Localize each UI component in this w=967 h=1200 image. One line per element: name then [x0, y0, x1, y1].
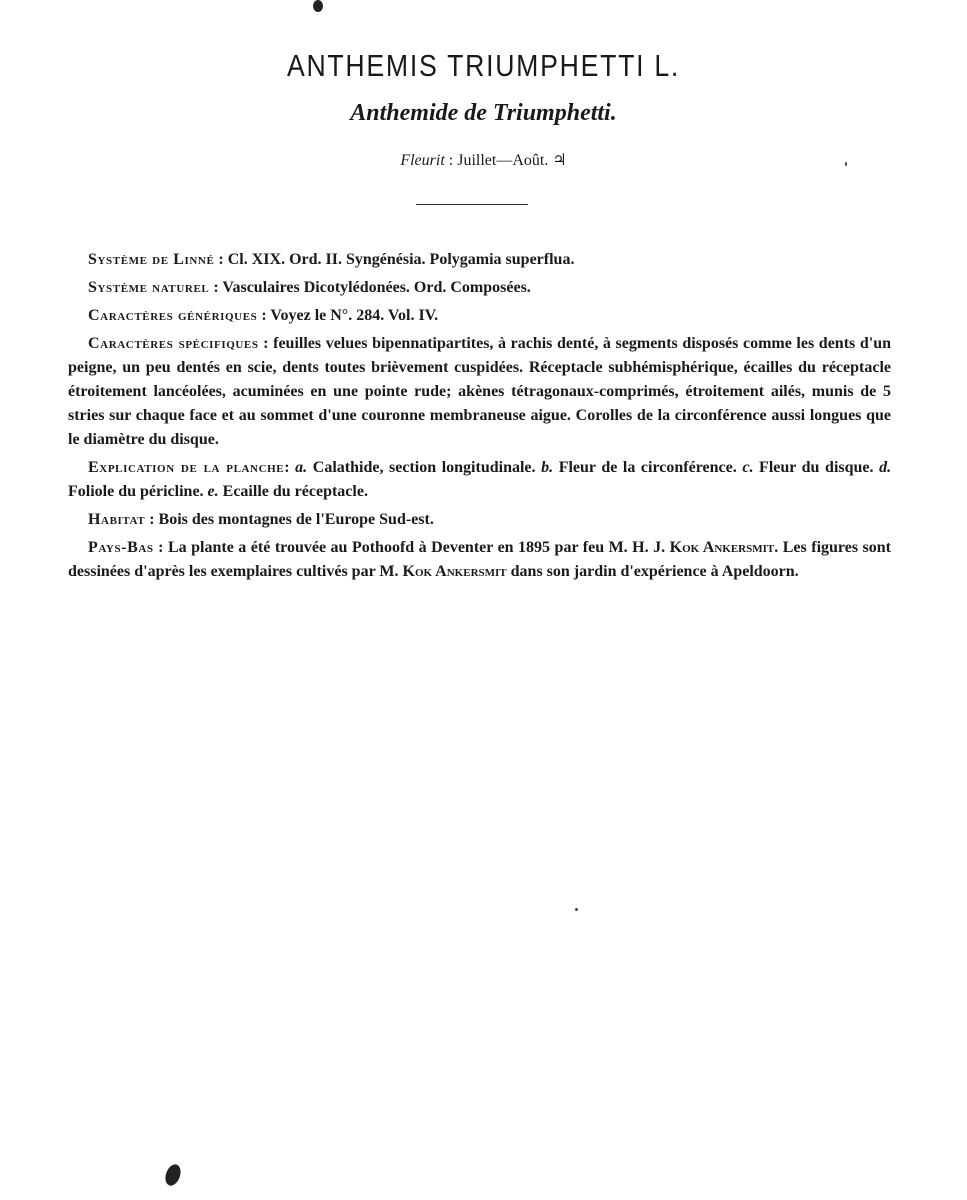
section-text: feuilles velues bipennatipartites, à rachis denté, à segments disposés comme les dents d'un peigne, un peu dentés en scie, dents toutes brièvement cuspidées. Réceptacle subhémisphérique, écailles du réceptacle étroitement lancéolées, acuminées en une pointe rude; akènes tétragonaux-comprimés, étroitement ailés, munis de 5 stries sur chaque face et au sommet d'une couronne membraneuse aigue. Corolles de la circonférence aussi longues que le diamètre du disque. [68, 335, 892, 448]
figure-text: Ecaille du réceptacle. [222, 483, 368, 500]
section-text: dans son jardin d'expérience à Apeldoorn. [510, 563, 799, 580]
section-label: Caractères génériques [88, 307, 258, 324]
section-specifiques: Caractères spécifiques : feuilles velues bipennatipartites, à rachis denté, à segments disposés comme les dents d'un peigne, un peu dentés en scie, dents toutes brièvement cuspidées. Réceptacle subhémisphérique, écailles du réceptacle étroitement lancéolées, acuminées en une pointe rude; akènes tétragonaux-comprimés, étroitement ailés, munis de 5 stries sur chaque face et au sommet d'une couronne membraneuse aigue. Corolles de la circonférence aussi longues que le diamètre du disque. [68, 335, 892, 448]
page-title: ANTHEMIS TRIUMPHETTI L. [286, 48, 681, 83]
section-label: Système de Linné [88, 251, 215, 268]
figure-key: d. [879, 459, 892, 476]
section-habitat: Habitat : Bois des montagnes de l'Europe Sud-est. [88, 511, 434, 528]
figure-text: Calathide, section longitudinale. [312, 459, 536, 476]
ink-blot-bottom [163, 1162, 184, 1187]
section-text: Cl. XIX. Ord. II. Syngénésia. Polygamia superflua. [227, 251, 575, 268]
divider-rule [416, 204, 528, 205]
section-text: . Les figures sont dessinées d'après les exemplaires cultivés par M. [68, 539, 892, 580]
section-text: Voyez le N°. 284. Vol. IV. [270, 307, 439, 324]
person-name: Kok Ankersmit [669, 539, 775, 556]
figure-key: e. [207, 483, 219, 500]
ink-speck [575, 908, 578, 911]
section-label: Caractères spécifiques [88, 335, 259, 352]
figure-key: a. [295, 459, 308, 476]
section-generiques: Caractères génériques : Voyez le N°. 284. Vol. IV. [88, 307, 439, 324]
section-explication: Explication de la planche: a. Calathide, section longitudinale. b. Fleur de la circonférence. c. Fleur du disque. d. Foliole du péricline. e. Ecaille du réceptacle. [68, 459, 892, 500]
person-name: Kok Ankersmit [402, 563, 507, 580]
figure-key: b. [541, 459, 554, 476]
description-body [68, 248, 891, 588]
section-text: Bois des montagnes de l'Europe Sud-est. [158, 511, 434, 528]
section-label: Système naturel [88, 279, 210, 296]
flowering-value: Juillet—Août. ♃ [457, 152, 567, 169]
section-label: Habitat [88, 511, 146, 528]
flowering-label: Fleurit [400, 152, 445, 169]
section-linne: Système de Linné : Cl. XIX. Ord. II. Syngénésia. Polygamia superflua. [88, 251, 575, 268]
flowering-separator: : [444, 152, 458, 169]
page-subtitle: Anthemide de Triumphetti. [350, 100, 617, 126]
section-label: Explication de la planche [88, 459, 285, 476]
ink-blot-top [313, 0, 323, 12]
figure-text: Fleur du disque. [759, 459, 874, 476]
flowering-line [0, 150, 967, 170]
figure-text: Foliole du péricline. [68, 483, 204, 500]
section-paysbas: Pays-Bas : La plante a été trouvée au Pothoofd à Deventer en 1895 par feu M. H. J. Kok Ankersmit. Les figures sont dessinées d'après les exemplaires cultivés par M. Kok Ankersmit dans son jardin d'expérience à Apeldoorn. [68, 539, 892, 580]
figure-text: Fleur de la circonférence. [558, 459, 737, 476]
section-text: La plante a été trouvée au Pothoofd à Deventer en 1895 par feu M. H. J. [167, 539, 666, 556]
section-label: Pays-Bas [88, 539, 154, 556]
section-naturel: Système naturel : Vasculaires Dicotylédonées. Ord. Composées. [88, 279, 531, 296]
section-text: Vasculaires Dicotylédonées. Ord. Composées. [222, 279, 531, 296]
figure-key: c. [742, 459, 754, 476]
